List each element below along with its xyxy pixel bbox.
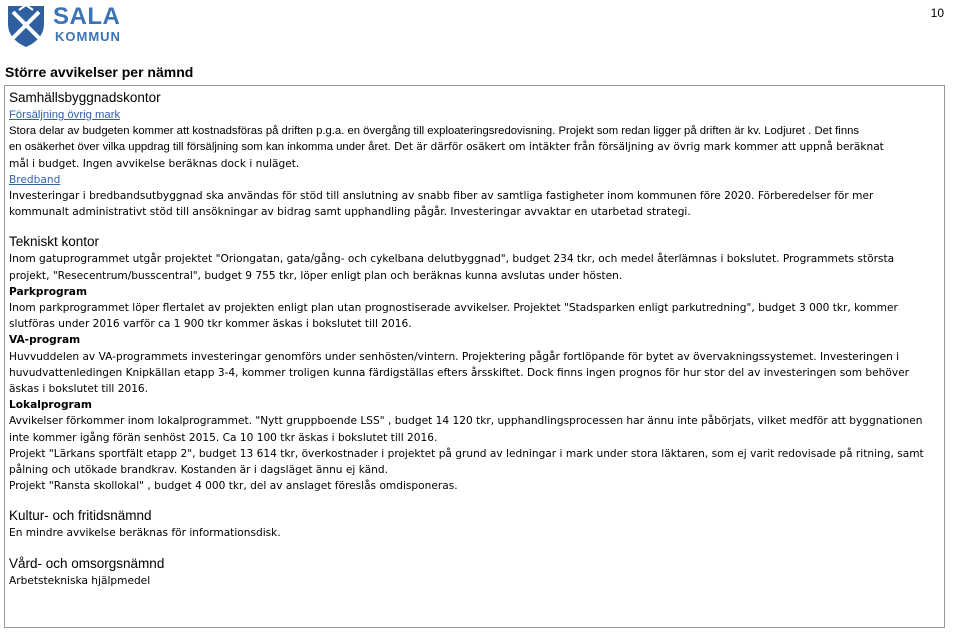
subheading-bredband: Bredband [9, 173, 61, 186]
dept-heading-kultur: Kultur- och fritidsnämnd [9, 508, 152, 524]
subheading-lokalprogram: Lokalprogram [9, 399, 92, 412]
logo-text-main: SALA [53, 3, 121, 30]
paragraph-line: Stora delar av budgeten kommer att kostnadsföras på driften p.g.a. en övergång till exploateringsredovisning. Projekt som redan ligger på driften är kv. Lodjuret . Det finns [9, 125, 860, 138]
paragraph-line: Investeringar i bredbandsutbyggnad ska användas för stöd till anslutning av snabb fiber av samtliga fastigheter inom kommunen före 2020. Förberedelser för mer [9, 190, 874, 203]
paragraph-line: Avvikelser förkommer inom lokalprogrammet. "Nytt gruppboende LSS" , budget 14 120 tkr, upphandlingsprocessen har ännu inte påbörjats, vilket medför att byggnationen [9, 415, 923, 428]
sala-crest-icon [5, 4, 47, 48]
report-content [9, 89, 939, 589]
paragraph-line: kommunalt administrativt stöd till ansökningar av bidrag samt upphandling pågår. Investeringar avvaktar en utarbetad strategi. [9, 206, 691, 219]
subheading-forsaljning: Försäljning övrig mark [9, 109, 121, 121]
paragraph-line: Huvvuddelen av VA-programmets investeringar genomförs under senhösten/vintern. Projektering pågår fortlöpande för bytet av övervakningssystemet. Investeringen i [9, 350, 900, 363]
paragraph-line: En mindre avvikelse beräknas för informationsdisk. [9, 527, 281, 540]
dept-heading-vard: Vård- och omsorgsnämnd [9, 555, 165, 571]
paragraph-line: pålning och utökade brandkrav. Kostanden är i dagsläget ännu ej känd. [9, 464, 388, 477]
dept-heading-samhall: Samhällsbyggnadskontor [9, 90, 161, 105]
paragraph-line: mål i budget. Ingen avvikelse beräknas dock i nuläget. [9, 157, 300, 170]
subheading-parkprogram: Parkprogram [9, 285, 87, 298]
dept-heading-teknisk: Tekniskt kontor [9, 234, 100, 250]
subheading-va-program: VA-program [9, 334, 81, 347]
paragraph-line: Arbetstekniska hjälpmedel [9, 574, 151, 587]
paragraph-line: Inom gatuprogrammet utgår projektet "Oriongatan, gata/gång- och cykelbana delutbyggnad", budget 234 tkr, och medel återlämnas i bokslutet. Programmets största [9, 253, 895, 266]
sala-kommun-logo [5, 4, 125, 48]
content-frame-bottom [4, 627, 945, 628]
text-span: en osäkerhet över vilka uppdrag till försäljning som kan inkomma under året. [9, 141, 391, 154]
page-number: 10 [930, 6, 944, 20]
paragraph-line: Projekt "Lärkans sportfält etapp 2", budget 13 614 tkr, överkostnader i projektet på grund av ledningar i mark under stora läktaren, som ej varit redovisade på ritning, samt [9, 447, 924, 460]
text-span: Det är därför osäkert om intäkter från försäljning av övrig mark kommer att uppnå beräknat [390, 141, 884, 154]
paragraph-line [9, 139, 939, 155]
paragraph-line: Projekt "Ransta skollokal" , budget 4 000 tkr, del av anslaget föreslås omdisponeras. [9, 480, 458, 493]
paragraph-line: projekt, "Resecentrum/busscentral", budget 9 755 tkr, löper enligt plan och beräknas kunna avslutas under hösten. [9, 269, 623, 282]
section-title: Större avvikelser per nämnd [5, 64, 194, 80]
paragraph-line: äskas i bokslutet till 2016. [9, 383, 149, 396]
paragraph-line: huvudvattenledingen Knipkällan etapp 3-4, kommer troligen kunna färdigställas efters årsskiftet. Dock finns ingen prognos för hur stor del av investeringen som behöver [9, 366, 909, 379]
paragraph-line: Inom parkprogrammet löper flertalet av projekten enligt plan utan prognostiserade avvikelser. Projektet "Stadsparken enligt parkutredning", budget 3 000 tkr, kommer [9, 302, 898, 315]
paragraph-line: inte kommer igång förän senhöst 2015. Ca 10 100 tkr äskas i bokslutet till 2016. [9, 431, 438, 444]
logo-text-sub: KOMMUN [55, 29, 121, 44]
paragraph-line: slutföras under 2016 varför ca 1 900 tkr kommer äskas i bokslutet till 2016. [9, 318, 412, 331]
